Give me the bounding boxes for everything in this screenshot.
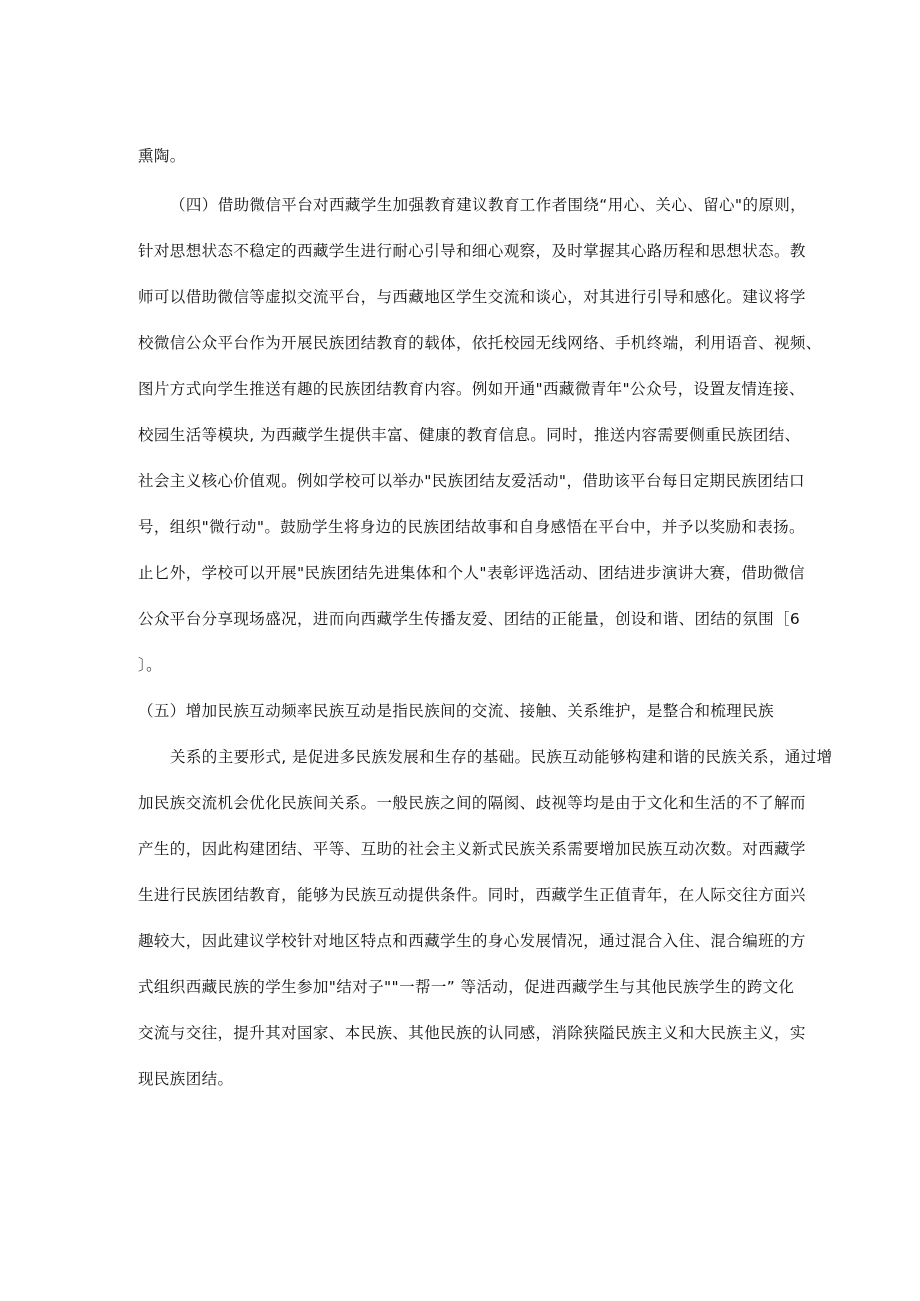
text-line: 〕。 [138, 656, 163, 674]
text-line: 加民族交流机会优化民族间关系。一般民族之间的隔阂、歧视等均是由于文化和生活的不了解而 [138, 794, 806, 812]
text-line: 号，组织"微行动"。鼓励学生将身边的民族团结故事和自身感悟在平台中，并予以奖励和表扬。 [138, 518, 805, 536]
text-line: 针对思想状态不稳定的西藏学生进行耐心引导和细心观察，及时掌握其心路历程和思想状态。教 [138, 242, 806, 260]
text-line: 止匕外，学校可以开展"民族团结先进集体和个人"表彰评选活动、团结进步演讲大赛，借助微信 [138, 564, 805, 582]
text-line: 师可以借助微信等虚拟交流平台，与西藏地区学生交流和谈心，对其进行引导和感化。建议将学 [138, 288, 806, 306]
paragraph-four-heading-line: （四）借助微信平台对西藏学生加强教育建议教育工作者围绕“用心、关心、留心"的原则， [170, 196, 807, 214]
paragraph-five-heading-line: 关系的主要形式, 是促进多民族发展和生存的基础。民族互动能够构建和谐的民族关系，通过增 [170, 748, 833, 766]
text-line: 趣较大，因此建议学校针对地区特点和西藏学生的身心发展情况，通过混合入住、混合编班的方 [138, 932, 806, 950]
text-line: 式组织西藏民族的学生参加"结对子""一帮一” 等活动，促进西藏学生与其他民族学生的跨文化 [138, 978, 795, 996]
text-line: 社会主义核心价值观。例如学校可以举办"民族团结友爱活动"，借助该平台每日定期民族团结口 [138, 472, 805, 490]
text-line: 产生的，因此构建团结、平等、互助的社会主义新式民族关系需要增加民族互动次数。对西藏学 [138, 840, 806, 858]
text-line: 公众平台分享现场盛况，进而向西藏学生传播友爱、团结的正能量，创设和谐、团结的氛围［6 [138, 610, 801, 628]
text-line: 校微信公众平台作为开展民族团结教育的载体，依托校园无线网络、手机终端，利用语音、视频、 [138, 334, 822, 352]
text-line: 生进行民族团结教育，能够为民族互动提供条件。同时，西藏学生正值青年，在人际交往方面兴 [138, 886, 806, 904]
text-line: 交流与交往，提升其对国家、本民族、其他民族的认同感，消除狭隘民族主义和大民族主义，实 [138, 1024, 806, 1042]
text-line: 图片方式向学生推送有趣的民族团结教育内容。例如开通"西藏微青年"公众号，设置友情连接、 [138, 380, 805, 398]
text-line: （五）增加民族互动频率民族互动是指民族间的交流、接触、关系维护，是整合和梳理民族 [138, 702, 775, 720]
text-line: 现民族团结。 [138, 1070, 234, 1088]
text-line: 校园生活等模块, 为西藏学生提供丰富、健康的教育信息。同时，推送内容需要侧重民族团结、 [138, 426, 801, 444]
text-line: 熏陶。 [138, 147, 186, 165]
